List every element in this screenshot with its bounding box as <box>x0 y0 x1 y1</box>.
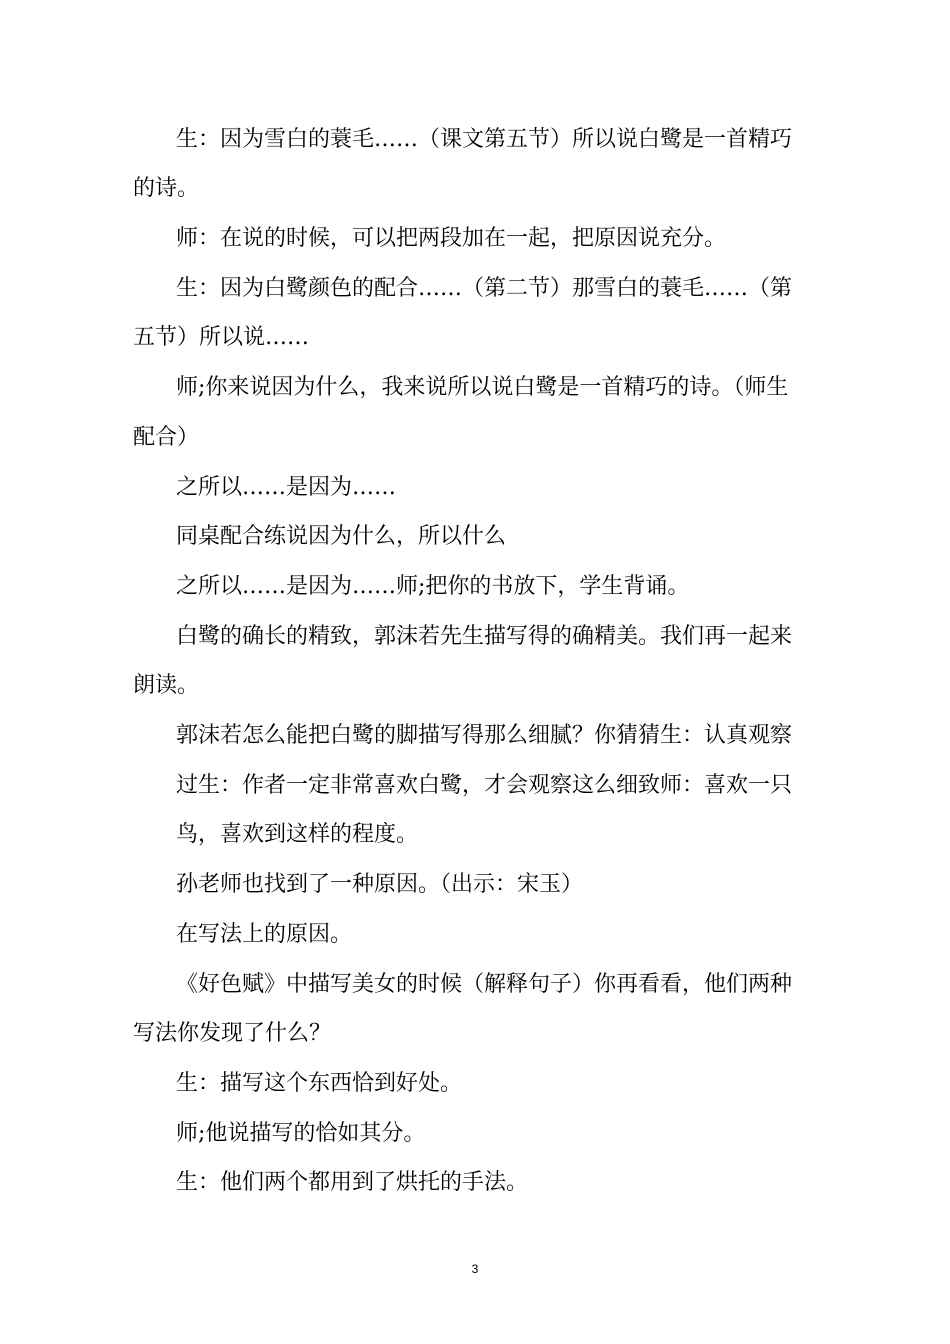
line-text: 白鹭的确长的精致，郭沫若先生描写得的确精美。我们再一起来 <box>176 624 793 649</box>
line-text: 配合） <box>133 425 200 450</box>
line-text: 写法你发现了什么？ <box>133 1021 332 1046</box>
line-text: 郭沫若怎么能把白鹭的脚描写得那么细腻？你猜猜生：认真观察 <box>176 723 793 748</box>
line-text: 《好色赋》中描写美女的时候（解释句子）你再看看，他们两种 <box>176 972 793 997</box>
line-text: 五节）所以说…… <box>133 325 310 350</box>
page-number: 3 <box>471 1262 479 1276</box>
line-text: 之所以……是因为…… <box>176 475 397 500</box>
line-text: 鸟，喜欢到这样的程度。 <box>176 822 419 847</box>
line-text: 生：因为雪白的蓑毛……（课文第五节）所以说白鹭是一首精巧 <box>176 127 793 152</box>
line-text: 同桌配合练说因为什么，所以什么 <box>176 524 507 549</box>
line-text: 生：他们两个都用到了烘托的手法。 <box>176 1170 529 1195</box>
line-text: 在写法上的原因。 <box>176 922 353 947</box>
line-text: 孙老师也找到了一种原因。（出示：宋玉） <box>176 872 584 897</box>
line-text: 的诗。 <box>133 176 200 201</box>
line-text: 生：描写这个东西恰到好处。 <box>176 1071 463 1096</box>
line-text: 师;他说描写的恰如其分。 <box>176 1121 426 1146</box>
line-text: 师;你来说因为什么，我来说所以说白鹭是一首精巧的诗。（师生 <box>176 375 789 400</box>
line-text: 朗读。 <box>133 673 200 698</box>
line-text: 生：因为白鹭颜色的配合……（第二节）那雪白的蓑毛……（第 <box>176 276 793 301</box>
line-text: 之所以……是因为……师;把你的书放下，学生背诵。 <box>176 574 690 599</box>
line-text: 过生：作者一定非常喜欢白鹭，才会观察这么细致师：喜欢一只 <box>176 773 793 798</box>
line-text: 师：在说的时候，可以把两段加在一起，把原因说充分。 <box>176 226 727 251</box>
